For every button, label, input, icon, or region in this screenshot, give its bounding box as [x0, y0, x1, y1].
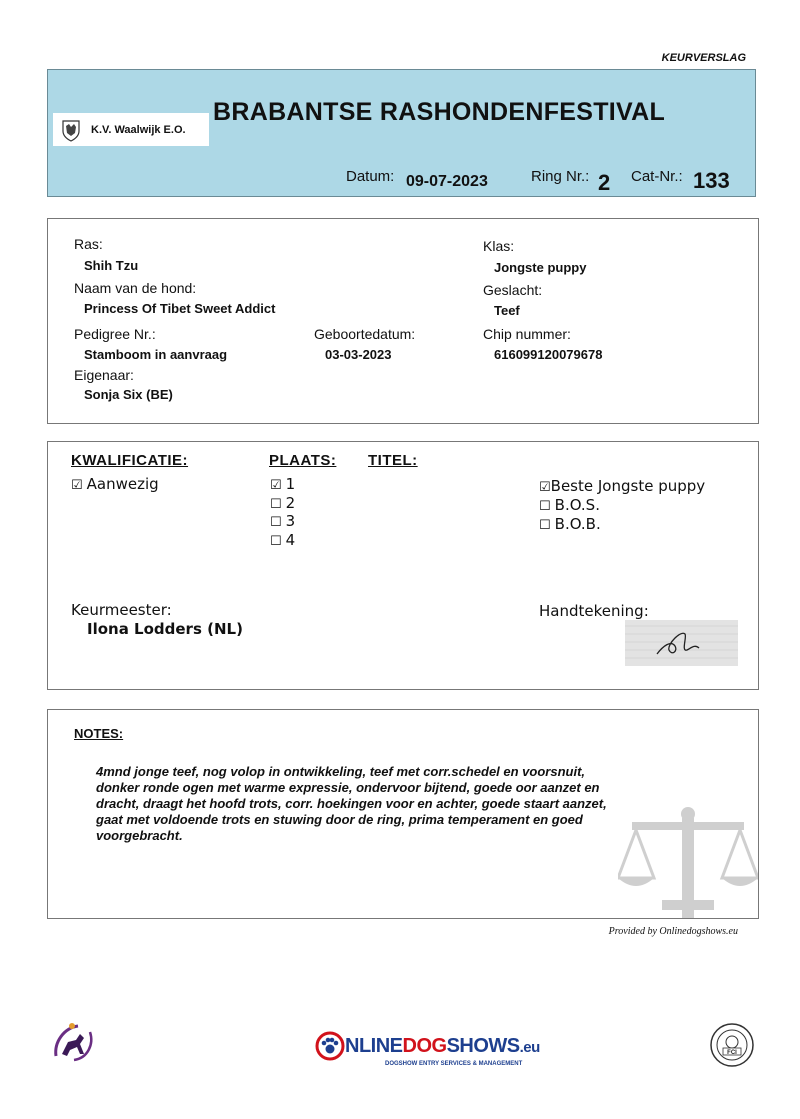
notes-line: 4mnd jonge teef, nog volop in ontwikkeling, teef met corr.schedel en voorsnuit,	[96, 764, 586, 779]
plaats-option-3[interactable]: ☐ 3	[270, 512, 296, 530]
ras-value: Shih Tzu	[84, 258, 139, 273]
notes-heading: NOTES:	[74, 726, 124, 741]
datum-label: Datum:	[346, 168, 395, 185]
dog-paw-logo-icon	[50, 1020, 96, 1064]
eigenaar-value: Sonja Six (BE)	[84, 387, 173, 402]
keurmeester-label: Keurmeester:	[71, 601, 172, 619]
checkbox-icon: ☑	[270, 478, 282, 493]
plaats-option-4[interactable]: ☐ 4	[270, 531, 296, 549]
notes-line: donker ronde ogen met warme expressie, ondervoor bijtend, goede oor aanzet en	[96, 780, 600, 795]
datum-value: 09-07-2023	[406, 173, 488, 190]
handtekening-label: Handtekening:	[539, 602, 649, 620]
naam-value: Princess Of Tibet Sweet Addict	[84, 301, 276, 316]
klas-value: Jongste puppy	[494, 260, 587, 275]
signature-image	[625, 620, 738, 666]
logo-eu-text: .eu	[519, 1039, 540, 1056]
provided-by: Provided by Onlinedogshows.eu	[608, 926, 738, 937]
notes-line: gaat met voldoende trots en stuwing door de ring, prima temperament en goed	[96, 812, 583, 827]
logo-tagline: DOGSHOW ENTRY SERVICES & MANAGEMENT	[385, 1061, 523, 1067]
ring-label: Ring Nr.:	[531, 168, 590, 185]
checkbox-icon: ☐	[539, 499, 551, 514]
notes-line: voorgebracht.	[96, 828, 183, 843]
notes-text	[96, 764, 736, 844]
ras-label: Ras:	[74, 236, 103, 252]
titel-option-bob[interactable]: ☐ B.O.B.	[539, 515, 601, 533]
geboortedatum-label: Geboortedatum:	[314, 326, 416, 342]
checkbox-icon: ☑	[71, 478, 83, 493]
geboortedatum-value: 03-03-2023	[325, 347, 392, 362]
fci-text: FCI	[727, 1050, 737, 1056]
checkbox-icon: ☐	[270, 497, 282, 512]
checkbox-icon: ☐	[270, 515, 282, 530]
logo-dog-text: DOG	[402, 1035, 447, 1057]
event-title: BRABANTSE RASHONDENFESTIVAL	[213, 98, 666, 126]
checkbox-icon: ☐	[270, 534, 282, 549]
plaats-heading: PLAATS:	[269, 452, 337, 469]
fci-logo-icon	[709, 1022, 755, 1068]
club-logo	[53, 113, 209, 146]
document-type: KEURVERSLAG	[661, 52, 746, 64]
titel-option-bjp[interactable]: ☑Beste Jongste puppy	[539, 477, 706, 495]
geslacht-label: Geslacht:	[483, 282, 543, 298]
chip-label: Chip nummer:	[483, 326, 571, 342]
club-crest-icon	[59, 118, 83, 142]
cat-label: Cat-Nr.:	[631, 168, 683, 185]
plaats-option-1[interactable]: ☑ 1	[270, 475, 296, 493]
eigenaar-label: Eigenaar:	[74, 367, 134, 383]
logo-online-text: NLINE	[345, 1035, 403, 1057]
signature-icon	[625, 620, 738, 666]
logo-shows-text: SHOWS	[446, 1035, 520, 1057]
plaats-option-2[interactable]: ☐ 2	[270, 494, 296, 512]
pedigree-value: Stamboom in aanvraag	[84, 347, 228, 362]
onlinedogshows-logo	[315, 1031, 540, 1071]
cat-value: 133	[693, 168, 730, 193]
keurmeester-value: Ilona Lodders (NL)	[87, 620, 243, 638]
klas-label: Klas:	[483, 238, 515, 254]
chip-value: 616099120079678	[494, 347, 603, 362]
kwalificatie-option[interactable]: ☑ Aanwezig	[71, 475, 159, 493]
pedigree-label: Pedigree Nr.:	[74, 326, 156, 342]
kwalificatie-heading: KWALIFICATIE:	[71, 452, 189, 469]
titel-heading: TITEL:	[368, 452, 418, 469]
titel-option-bos[interactable]: ☐ B.O.S.	[539, 496, 600, 514]
geslacht-value: Teef	[494, 303, 520, 318]
ring-value: 2	[598, 170, 611, 195]
checkbox-icon: ☑	[539, 480, 551, 495]
paw-circle-icon	[315, 1031, 345, 1061]
club-name: K.V. Waalwijk E.O.	[91, 123, 186, 136]
notes-line: dracht, draagt het hoofd trots, corr. hoekingen voor en achter, goede staart aanzet,	[96, 796, 607, 811]
naam-label: Naam van de hond:	[74, 280, 197, 296]
checkbox-icon: ☐	[539, 518, 551, 533]
